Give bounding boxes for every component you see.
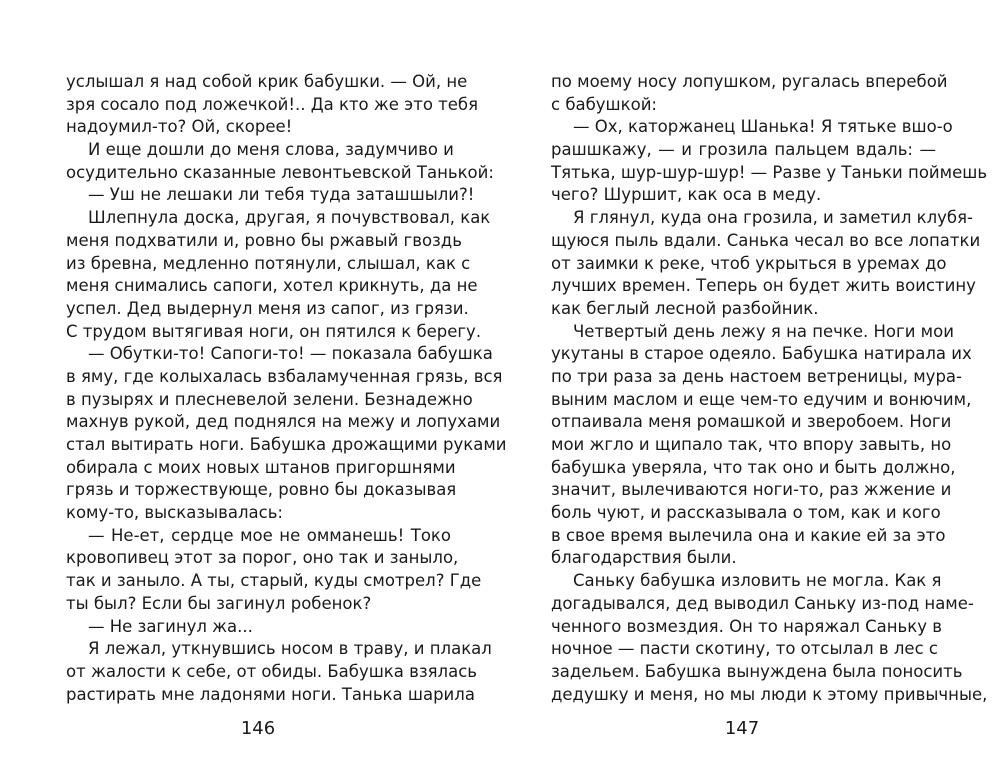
text-line: — Ох, каторжанец Шанька! Я тятьке вшо-о <box>573 117 953 137</box>
text-line: грязь и торжествующе, ровно бы доказывая <box>66 480 457 500</box>
text-line: отпаивала меня ромашкой и зверобоем. Ноги <box>551 412 952 432</box>
text-line: рашшкажу, — и грозила пальцем вдаль: — <box>551 140 936 160</box>
text-line: ночное — пасти скотину, то отсылал в лес с <box>551 639 938 659</box>
text-line: махнув рукой, дед поднялся на межу и лопухами <box>66 412 501 432</box>
text-line: от жалости к себе, от обиды. Бабушка взялась <box>66 661 478 681</box>
text-line: так и заныло. А ты, старый, куды смотрел? Где <box>66 571 482 591</box>
text-line: обирала с моих новых штанов пригоршнями <box>66 457 456 477</box>
text-line: щуюся пыль вдали. Санька чесал во все лопатки <box>551 230 981 250</box>
text-line: стал вытирать ноги. Бабушка дрожащими руками <box>66 435 507 454</box>
text-line: С трудом вытягивая ноги, он пятился к берегу. <box>66 321 482 341</box>
text-line: благодарствия были. <box>551 548 737 568</box>
right-page-number: 147 <box>724 718 760 739</box>
right-page-text <box>551 71 988 706</box>
text-line: выним маслом и еще чем-то едучим и вонючим, <box>551 389 972 409</box>
text-line: зря сосало под ложечкой!.. Да кто же это тебя <box>66 94 479 114</box>
text-line: — Уш не лешаки ли тебя туда заташшыли?! <box>88 185 475 205</box>
text-line: осудительно сказанные левонтьевской Танькой: <box>66 162 494 182</box>
text-line: в пузырях и плесневелой зелени. Безнадежно <box>66 389 473 409</box>
text-line: меня подхватили и, ровно бы ржавый гвоздь <box>66 230 462 250</box>
text-line: в свое время вылечила она и какие ей за это <box>551 525 946 545</box>
text-line: надоумил-то? Ой, скорее! <box>66 117 293 137</box>
text-line: с бабушкой: <box>551 94 657 114</box>
text-line: догадывался, дед выводил Саньку из-под наме- <box>551 593 974 613</box>
text-line: дедушку и меня, но мы люди к этому привычные, <box>551 684 988 704</box>
text-line: — Не-ет, сердце мое не омманешь! Токо <box>88 525 451 545</box>
text-line: от заимки к реке, чтоб укрыться в уремах до <box>551 253 947 273</box>
text-line: Саньку бабушка изловить не могла. Как я <box>573 571 942 591</box>
text-line: успел. Дед выдернул меня из сапог, из грязи. <box>66 298 469 318</box>
text-line: Тятька, шур-шур-шур! — Разве у Таньки поймешь <box>551 162 988 182</box>
text-line: растирать мне ладонями ноги. Танька шарила <box>66 684 475 704</box>
text-line: бабушка уверяла, что так оно и быть должно, <box>551 457 956 477</box>
text-line: лучших времен. Теперь он будет жить воистину <box>551 276 976 296</box>
left-page-number: 146 <box>240 718 276 739</box>
text-line: ченного возмездия. Он то наряжал Саньку в <box>551 616 942 636</box>
text-line: Я лежал, уткнувшись носом в траву, и плакал <box>88 639 492 659</box>
text-line: Шлепнула доска, другая, я почувствовал, как <box>88 208 491 228</box>
text-line: кому-то, высказывалась: <box>66 503 283 523</box>
left-page-text <box>66 71 507 706</box>
text-line: Четвертый день лежу я на печке. Ноги мои <box>573 321 954 341</box>
text-line: меня снимались сапоги, хотел крикнуть, да не <box>66 276 478 296</box>
text-line: услышал я над собой крик бабушки. — Ой, не <box>66 72 468 91</box>
text-line: из бревна, медленно потянули, слышал, как с <box>66 253 471 273</box>
text-line: как беглый лесной разбойник. <box>551 298 819 318</box>
text-line: — Не загинул жа... <box>88 616 253 636</box>
text-line: укутаны в старое одеяло. Бабушка натирала их <box>551 344 972 364</box>
text-line: по моему носу лопушком, ругалась вперебой <box>551 72 948 91</box>
text-line: значит, вылечиваются ноги-то, раз жжение и <box>551 480 952 500</box>
text-line: по три раза за день настоем ветреницы, мура- <box>551 366 962 386</box>
text-line: И еще дошли до меня слова, задумчиво и <box>88 140 454 160</box>
text-line: в яму, где колыхалась взбаламученная грязь, вся <box>66 366 503 386</box>
text-line: чего? Шуршит, как оса в меду. <box>551 185 822 205</box>
text-line: мои жгло и щипало так, что впору завыть, но <box>551 435 952 454</box>
text-line: — Обутки-то! Сапоги-то! — показала бабушка <box>88 344 493 364</box>
text-line: боль чуют, и рассказывала о том, как и кого <box>551 503 941 523</box>
text-line: задельем. Бабушка вынуждена была поносить <box>551 661 963 681</box>
text-line: кровопивец этот за порог, оно так и заныло, <box>66 548 459 568</box>
text-line: Я глянул, куда она грозила, и заметил клубя- <box>573 208 973 228</box>
text-line: ты был? Если бы загинул робенок? <box>66 593 372 613</box>
